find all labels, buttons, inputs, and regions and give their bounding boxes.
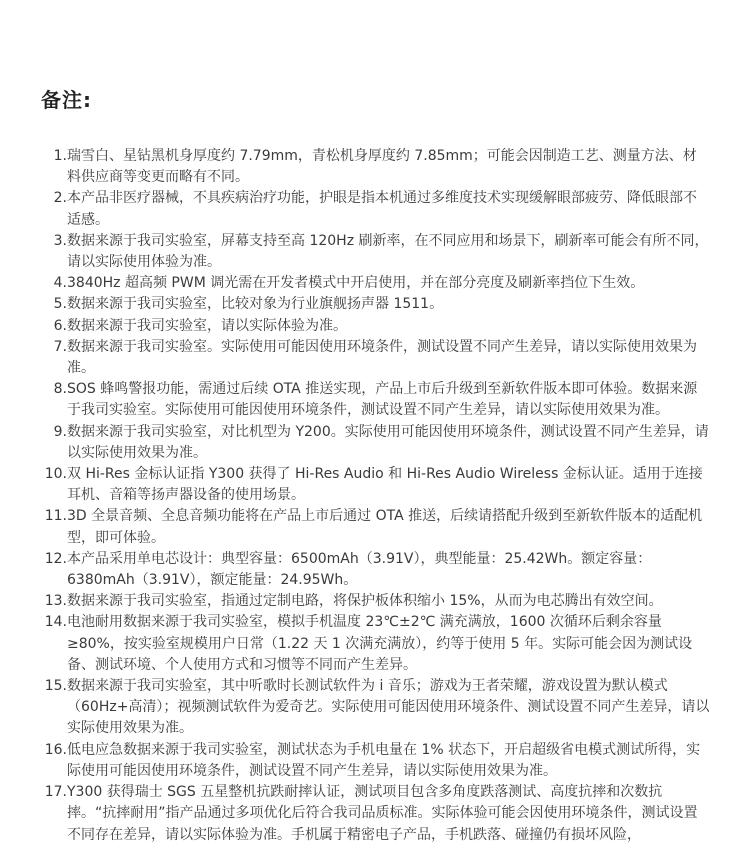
note-number: 9. xyxy=(53,423,67,440)
note-text: 数据来源于我司实验室，屏幕支持至高 120Hz 刷新率，在不同应用和场景下，刷新率可能会有所不同，请以实际使用体验为准。 xyxy=(67,232,709,271)
note-number: 12. xyxy=(44,550,67,567)
note-item xyxy=(30,316,710,337)
note-item xyxy=(30,231,710,273)
note-text: 数据来源于我司实验室，指通过定制电路，将保护板体积缩小 15%，从而为电芯腾出有效空间。 xyxy=(67,593,663,610)
note-text: 瑞雪白、星钻黑机身厚度约 7.79mm，青松机身厚度约 7.85mm；可能会因制造工艺、测量方法、材料供应商等变更而略有不同。 xyxy=(67,148,697,186)
note-item xyxy=(30,146,710,188)
note-item xyxy=(30,294,710,315)
note-number: 5. xyxy=(53,296,67,313)
note-text: 本产品采用单电芯设计：典型容量：6500mAh（3.91V），典型能量：25.42Wh。额定容量：6380mAh（3.91V），额定能量：24.95Wh。 xyxy=(67,550,652,589)
note-item xyxy=(30,464,710,506)
note-text: SOS 蜂鸣警报功能，需通过后续 OTA 推送实现，产品上市后升级到至新软件版本即可体验。数据来源于我司实验室。实际使用可能因使用环境条件，测试设置不同产生差异，请以实际使用效果为准。 xyxy=(67,381,698,419)
note-item xyxy=(30,422,710,464)
note-text: 3D 全景音频、全息音频功能将在产品上市后通过 OTA 推送，后续请搭配升级到至新软件版本的适配机型，即可体验。 xyxy=(67,508,703,546)
note-number: 7. xyxy=(53,338,67,355)
note-text: 数据来源于我司实验室，对比机型为 Y200。实际使用可能因使用环境条件，测试设置不同产生差异，请以实际使用效果为准。 xyxy=(67,423,709,461)
note-item xyxy=(30,782,710,846)
note-number: 3. xyxy=(53,232,67,249)
note-text: 数据来源于我司实验室，比较对象为行业旗舰扬声器 1511。 xyxy=(67,296,444,313)
note-number: 2. xyxy=(53,190,67,207)
notes-list xyxy=(30,146,710,846)
note-number: 16. xyxy=(44,741,67,758)
note-number: 8. xyxy=(53,381,67,398)
note-number: 17. xyxy=(44,784,67,801)
note-text: 数据来源于我司实验室，其中听歌时长测试软件为 i 音乐；游戏为王者荣耀，游戏设置为默认模式（60Hz+高清）；视频测试软件为爱奇艺。实际使用可能因使用环境条件、测试设置不同产生差异，请以实际使用效果为准。 xyxy=(67,678,710,737)
note-number: 6. xyxy=(53,317,67,334)
note-item xyxy=(30,740,710,782)
note-text: Y300 获得瑞士 SGS 五星整机抗跌耐摔认证，测试项目包含多角度跌落测试、高度抗摔和次数抗摔。“抗摔耐用”指产品通过多项优化后符合我司品质标准。实际体验可能会因使用环境条件，测试设置不同存在差异，请以实际体验为准。手机属于精密电子产品，手机跌落、碰撞仍有损坏风险， xyxy=(67,784,698,843)
note-number: 10. xyxy=(44,466,67,483)
note-item xyxy=(30,273,710,294)
note-item xyxy=(30,188,710,230)
note-number: 15. xyxy=(44,678,67,695)
note-text: 电池耐用数据来源于我司实验室，模拟手机温度 23℃±2℃ 满充满放，1600 次循环后剩余容量 ≥80%，按实验室规模用户日常（1.22 天 1 次满充满放），约等于使用 5 年。实际可能会因为测试设备、测试环境、个人使用方式和习惯等不同而产生差异。 xyxy=(67,614,693,673)
note-item xyxy=(30,612,710,676)
note-text: 数据来源于我司实验室。实际使用可能因使用环境条件，测试设置不同产生差异，请以实际使用效果为准。 xyxy=(67,338,697,377)
note-number: 1. xyxy=(53,148,67,164)
note-number: 14. xyxy=(44,614,67,631)
note-number: 4. xyxy=(53,275,67,292)
note-number: 13. xyxy=(44,593,67,610)
note-text: 本产品非医疗器械，不具疾病治疗功能，护眼是指本机通过多维度技术实现缓解眼部疲劳、降低眼部不适感。 xyxy=(67,190,697,228)
note-number: 11. xyxy=(44,508,67,525)
note-text: 数据来源于我司实验室，请以实际体验为准。 xyxy=(67,317,347,334)
page-title: 备注: xyxy=(41,88,92,112)
note-item xyxy=(30,506,710,548)
note-item xyxy=(30,676,710,740)
note-text: 3840Hz 超高频 PWM 调光需在开发者模式中开启使用，并在部分亮度及刷新率挡位下生效。 xyxy=(67,275,645,292)
note-item xyxy=(30,549,710,591)
note-item xyxy=(30,591,710,612)
note-item xyxy=(30,337,710,379)
note-text: 双 Hi-Res 金标认证指 Y300 获得了 Hi-Res Audio 和 Hi-Res Audio Wireless 金标认证。适用于连接耳机、音箱等扬声器设备的使用场景。 xyxy=(67,466,703,504)
note-item xyxy=(30,379,710,421)
note-text: 低电应急数据来源于我司实验室，测试状态为手机电量在 1% 状态下，开启超级省电模式测试所得，实际使用可能因使用环境条件，测试设置不同产生差异，请以实际使用效果为准。 xyxy=(67,741,701,779)
